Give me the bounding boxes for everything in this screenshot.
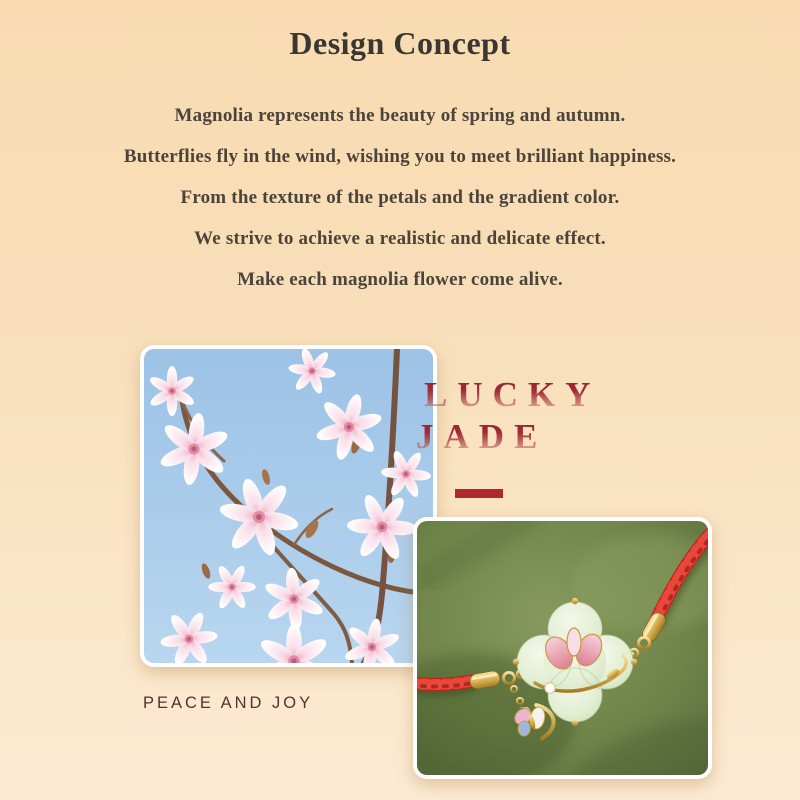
red-dash-divider [455,489,503,498]
lucky-jade-overlay [416,374,600,458]
bracelet-photo-art [417,521,708,775]
intro-line: Butterflies fly in the wind, wishing you to meet brilliant happiness. [123,146,677,167]
jade-text: JADE [416,416,600,458]
magnolia-photo [140,345,437,667]
intro-line: From the texture of the petals and the gradient color. [180,187,620,208]
intro-line: Magnolia represents the beauty of spring and autumn. [174,105,626,126]
intro-line: Make each magnolia flower come alive. [237,269,563,290]
page-title: Design Concept [289,25,511,61]
lucky-text: LUCKY [424,375,601,414]
intro-line: We strive to achieve a realistic and delicate effect. [194,228,606,249]
magnolia-photo-art [144,349,433,663]
intro-text [0,106,800,311]
peace-and-joy-caption: PEACE AND JOY [143,694,314,712]
red-cord-left [417,681,472,686]
bracelet-photo [413,517,712,779]
